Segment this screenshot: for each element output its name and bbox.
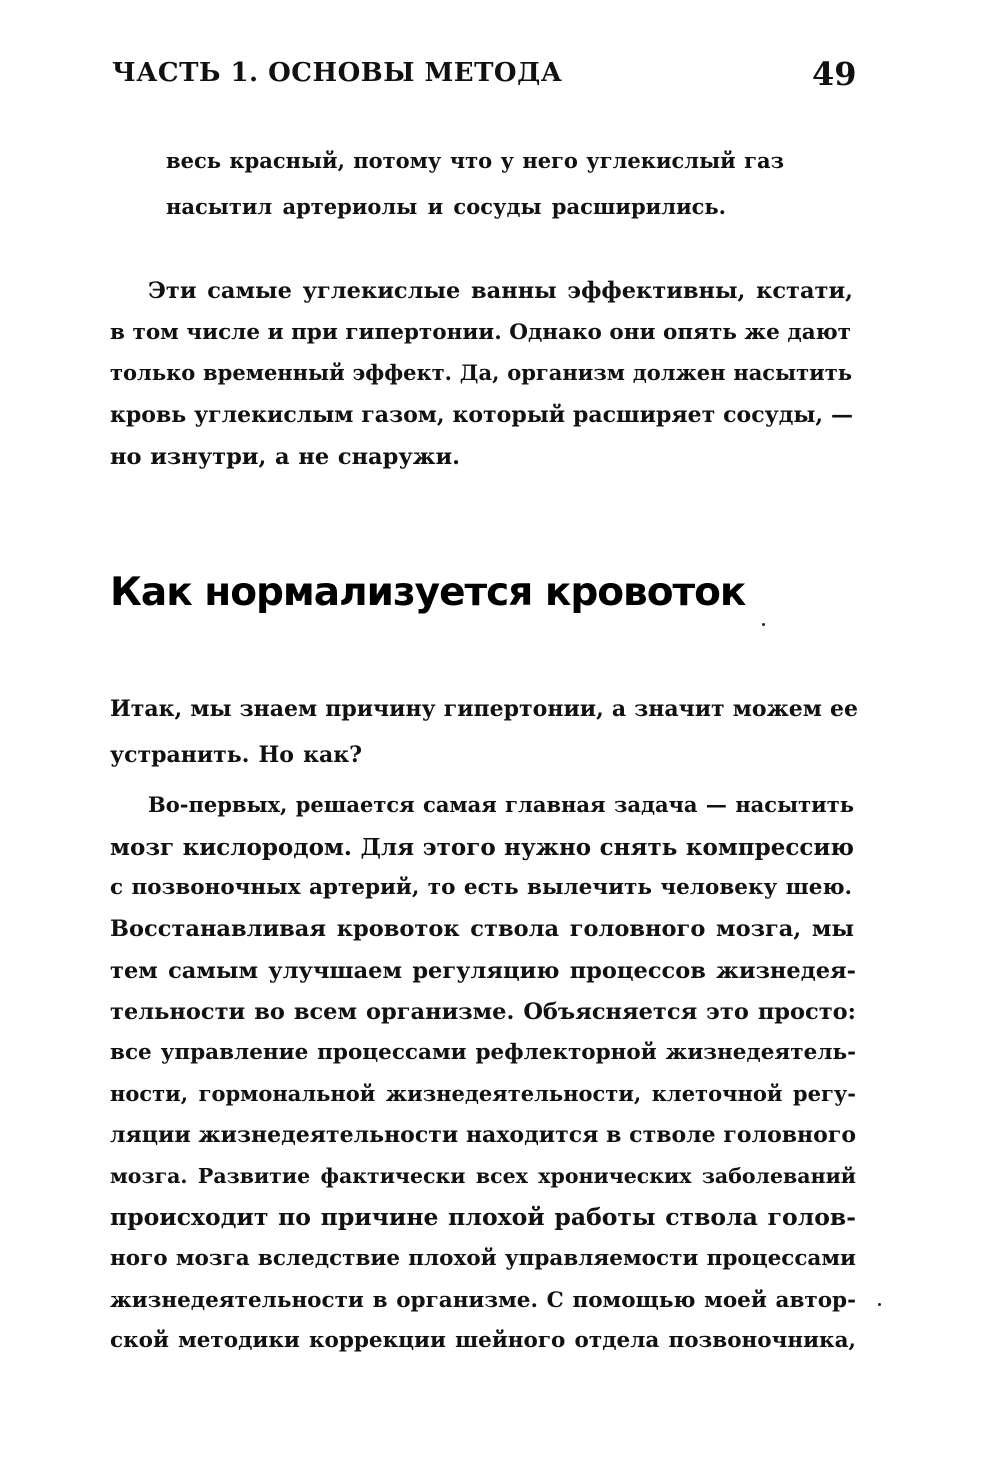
text-line: с позвоночных артерий, то есть вылечить человеку шею. [110, 875, 852, 900]
text-line: тельности во всем организме. Объясняется это просто: [110, 999, 856, 1025]
text-line: устранить. Но как? [110, 742, 362, 768]
running-head: ЧАСТЬ 1. ОСНОВЫ МЕТОДА [112, 58, 563, 88]
text-line: ности, гормональной жизнедеятельности, клеточной регу- [110, 1081, 856, 1106]
text-line: ного мозга вследствие плохой управляемости процессами [110, 1246, 856, 1271]
page-number: 49 [812, 55, 857, 93]
text-line: Эти самые углекислые ванны эффективны, кстати, [148, 278, 853, 304]
text-line: тем самым улучшаем регуляцию процессов жизнедея- [110, 958, 856, 984]
text-line: но изнутри, а не снаружи. [110, 444, 460, 470]
text-line: Во-первых, решается самая главная задача — насытить [148, 792, 854, 817]
text-line: мозга. Развитие фактически всех хронических заболеваний [110, 1164, 856, 1188]
text-line: кровь углекислым газом, который расширяет сосуды, — [110, 402, 853, 428]
text-line: только временный эффект. Да, организм должен насытить [110, 360, 852, 385]
text-line: Восстанавливая кровоток ствола головного мозга, мы [110, 916, 854, 942]
text-line: жизнедеятельности в организме. С помощью моей автор- [110, 1288, 856, 1313]
text-line: происходит по причине плохой работы ствола голов- [110, 1203, 856, 1231]
text-line: Итак, мы знаем причину гипертонии, а значит можем ее [110, 696, 858, 722]
quote-line: насытил артериолы и сосуды расширились. [166, 194, 726, 219]
text-line: ской методики коррекции шейного отдела позвоночника, [110, 1328, 856, 1353]
text-line: мозг кислородом. Для этого нужно снять компрессию [110, 834, 854, 861]
print-speck [762, 623, 765, 626]
text-line: в том числе и при гипертонии. Однако они опять же дают [110, 320, 851, 345]
text-line: все управление процессами рефлекторной жизнедеятель- [110, 1040, 856, 1065]
print-speck [878, 1303, 881, 1306]
section-heading: Как нормализуется кровоток [110, 570, 746, 615]
quote-line: весь красный, потому что у него углекислый газ [166, 148, 784, 173]
text-line: ляции жизнедеятельности находится в стволе головного [110, 1122, 856, 1148]
